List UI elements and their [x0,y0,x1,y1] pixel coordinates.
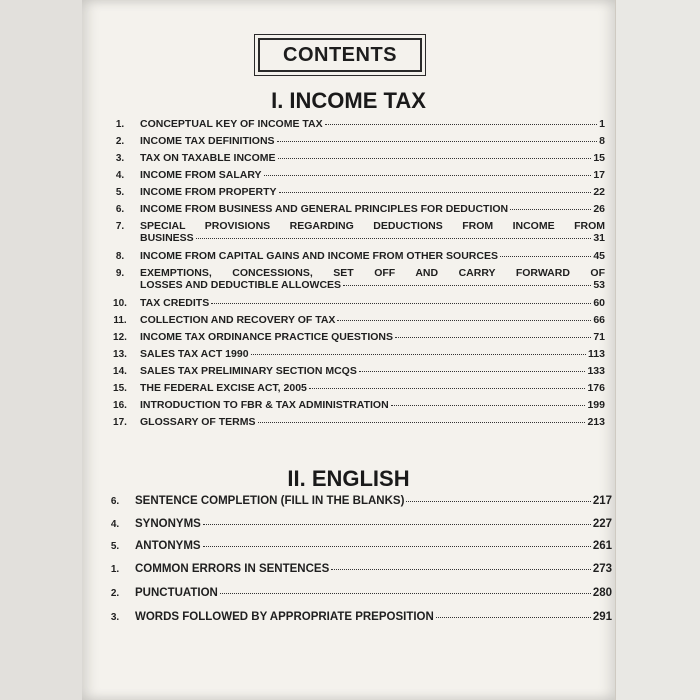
toc-entry [100,169,605,182]
dot-leader [325,124,598,125]
entry-title: SYNONYMS [135,518,201,530]
dot-leader [359,371,586,372]
entry-page-number: 213 [587,416,605,428]
entry-page-number: 60 [593,297,605,309]
entry-number: 3. [115,153,125,164]
entry-page-number: 8 [599,135,605,147]
entry-title: INCOME FROM PROPERTY [140,186,277,198]
section-title-english: II. ENGLISH [287,466,410,491]
entry-number: 16. [113,400,127,411]
toc-entry [100,314,605,327]
toc-entry [100,250,605,263]
entry-number: 4. [110,519,120,530]
dot-leader [196,238,592,239]
entry-page-number: 199 [587,399,605,411]
entry-number: 4. [115,170,125,181]
toc-entry [95,540,612,553]
dot-leader [251,354,587,355]
toc-entry [100,118,605,131]
entry-number: 5. [110,541,120,552]
entry-page-number: 45 [593,250,605,262]
dot-leader [337,320,591,321]
entry-page-number: 227 [592,518,612,530]
entry-page-number: 17 [593,169,605,181]
entry-number: 6. [115,204,125,215]
entry-title: GLOSSARY OF TERMS [140,416,256,428]
entry-page-number: 133 [587,365,605,377]
entry-page-number: 273 [592,563,612,575]
toc-entry [95,563,612,576]
dot-leader [436,617,591,618]
toc-entry [100,186,605,199]
toc-entry [95,611,612,624]
entry-number: 11. [113,315,127,326]
dot-leader [203,524,591,525]
dot-leader [343,285,591,286]
entry-number: 10. [113,298,127,309]
toc-entry [95,587,612,600]
entry-title: COLLECTION AND RECOVERY OF TAX [140,314,336,326]
entry-title: PUNCTUATION [135,587,218,599]
entry-page-number: 15 [593,152,605,164]
toc-entry [95,518,612,531]
entry-page-number: 1 [599,118,605,130]
toc-entry-continued [100,279,605,292]
toc-entry [100,365,605,378]
dot-leader [331,569,591,570]
entry-page-number: 26 [593,203,605,215]
entry-title: INCOME FROM SALARY [140,169,262,181]
entry-title: TAX CREDITS [140,297,210,309]
entry-page-number: 31 [593,232,605,244]
dot-leader [277,141,598,142]
toc-entry [100,297,605,310]
entry-page-number: 261 [592,540,612,552]
entry-title: CONCEPTUAL KEY OF INCOME TAX [140,118,323,130]
entry-title: SALES TAX PRELIMINARY SECTION MCQS [140,365,357,377]
entry-number: 3. [110,612,120,623]
entry-title-continued: LOSSES AND DEDUCTIBLE ALLOWCES [140,279,342,291]
entry-title: SENTENCE COMPLETION (FILL IN THE BLANKS) [135,495,405,507]
entry-title: EXEMPTIONS, CONCESSIONS, SET OFF AND CARRY FORWARD OF [140,267,605,279]
entry-title: INCOME FROM BUSINESS AND GENERAL PRINCIPLES FOR DEDUCTION [140,203,509,215]
entry-number: 5. [115,187,125,198]
toc-entry [100,331,605,344]
toc-entry [100,135,605,148]
entry-title: THE FEDERAL EXCISE ACT, 2005 [140,382,307,394]
entry-title: INCOME TAX DEFINITIONS [140,135,275,147]
dot-leader [395,337,591,338]
entry-number: 1. [110,564,120,575]
dot-leader [309,388,586,389]
entry-title: INTRODUCTION TO FBR & TAX ADMINISTRATION [140,399,389,411]
entry-number: 6. [110,496,120,507]
dot-leader [264,175,592,176]
dot-leader [211,303,591,304]
entry-page-number: 66 [593,314,605,326]
entry-page-number: 217 [592,495,612,507]
toc-entry [100,382,605,395]
toc-entry [100,348,605,361]
entry-number: 12. [113,332,127,343]
page-right-margin [615,0,700,700]
dot-leader [391,405,586,406]
page-left-margin [0,0,83,700]
section-title-income-tax: I. INCOME TAX [271,88,426,113]
entry-title: INCOME FROM CAPITAL GAINS AND INCOME FROM OTHER SOURCES [140,250,498,262]
dot-leader [406,501,590,502]
entry-page-number: 176 [587,382,605,394]
entry-title: INCOME TAX ORDINANCE PRACTICE QUESTIONS [140,331,393,343]
entry-title: SALES TAX ACT 1990 [140,348,249,360]
entry-number: 17. [113,417,127,428]
dot-leader [279,192,592,193]
toc-entry [100,152,605,165]
entry-number: 7. [115,221,125,232]
entry-title: WORDS FOLLOWED BY APPROPRIATE PREPOSITION [135,611,434,623]
entry-page-number: 22 [593,186,605,198]
dot-leader [500,256,591,257]
entry-number: 9. [115,268,125,279]
entry-page-number: 291 [592,611,612,623]
entry-number: 1. [115,119,125,130]
toc-entry-continued [100,232,605,245]
dot-leader [203,546,591,547]
entry-number: 14. [113,366,127,377]
contents-heading: CONTENTS [258,38,422,72]
entry-page-number: 113 [588,348,605,360]
entry-number: 15. [113,383,127,394]
entry-page-number: 71 [593,331,605,343]
dot-leader [220,593,591,594]
entry-title: SPECIAL PROVISIONS REGARDING DEDUCTIONS FROM INCOME FROM [140,220,605,232]
toc-entry [100,416,605,429]
entry-page-number: 280 [592,587,612,599]
entry-number: 2. [110,588,120,599]
dot-leader [510,209,591,210]
entry-title: TAX ON TAXABLE INCOME [140,152,276,164]
entry-page-number: 53 [593,279,605,291]
entry-title-continued: BUSINESS [140,232,194,244]
dot-leader [278,158,592,159]
entry-number: 2. [115,136,125,147]
entry-title: ANTONYMS [135,540,201,552]
dot-leader [258,422,586,423]
entry-number: 13. [113,349,127,360]
toc-entry [100,203,605,216]
entry-number: 8. [115,251,125,262]
toc-entry [95,495,612,508]
toc-entry [100,399,605,412]
entry-title: COMMON ERRORS IN SENTENCES [135,563,330,575]
